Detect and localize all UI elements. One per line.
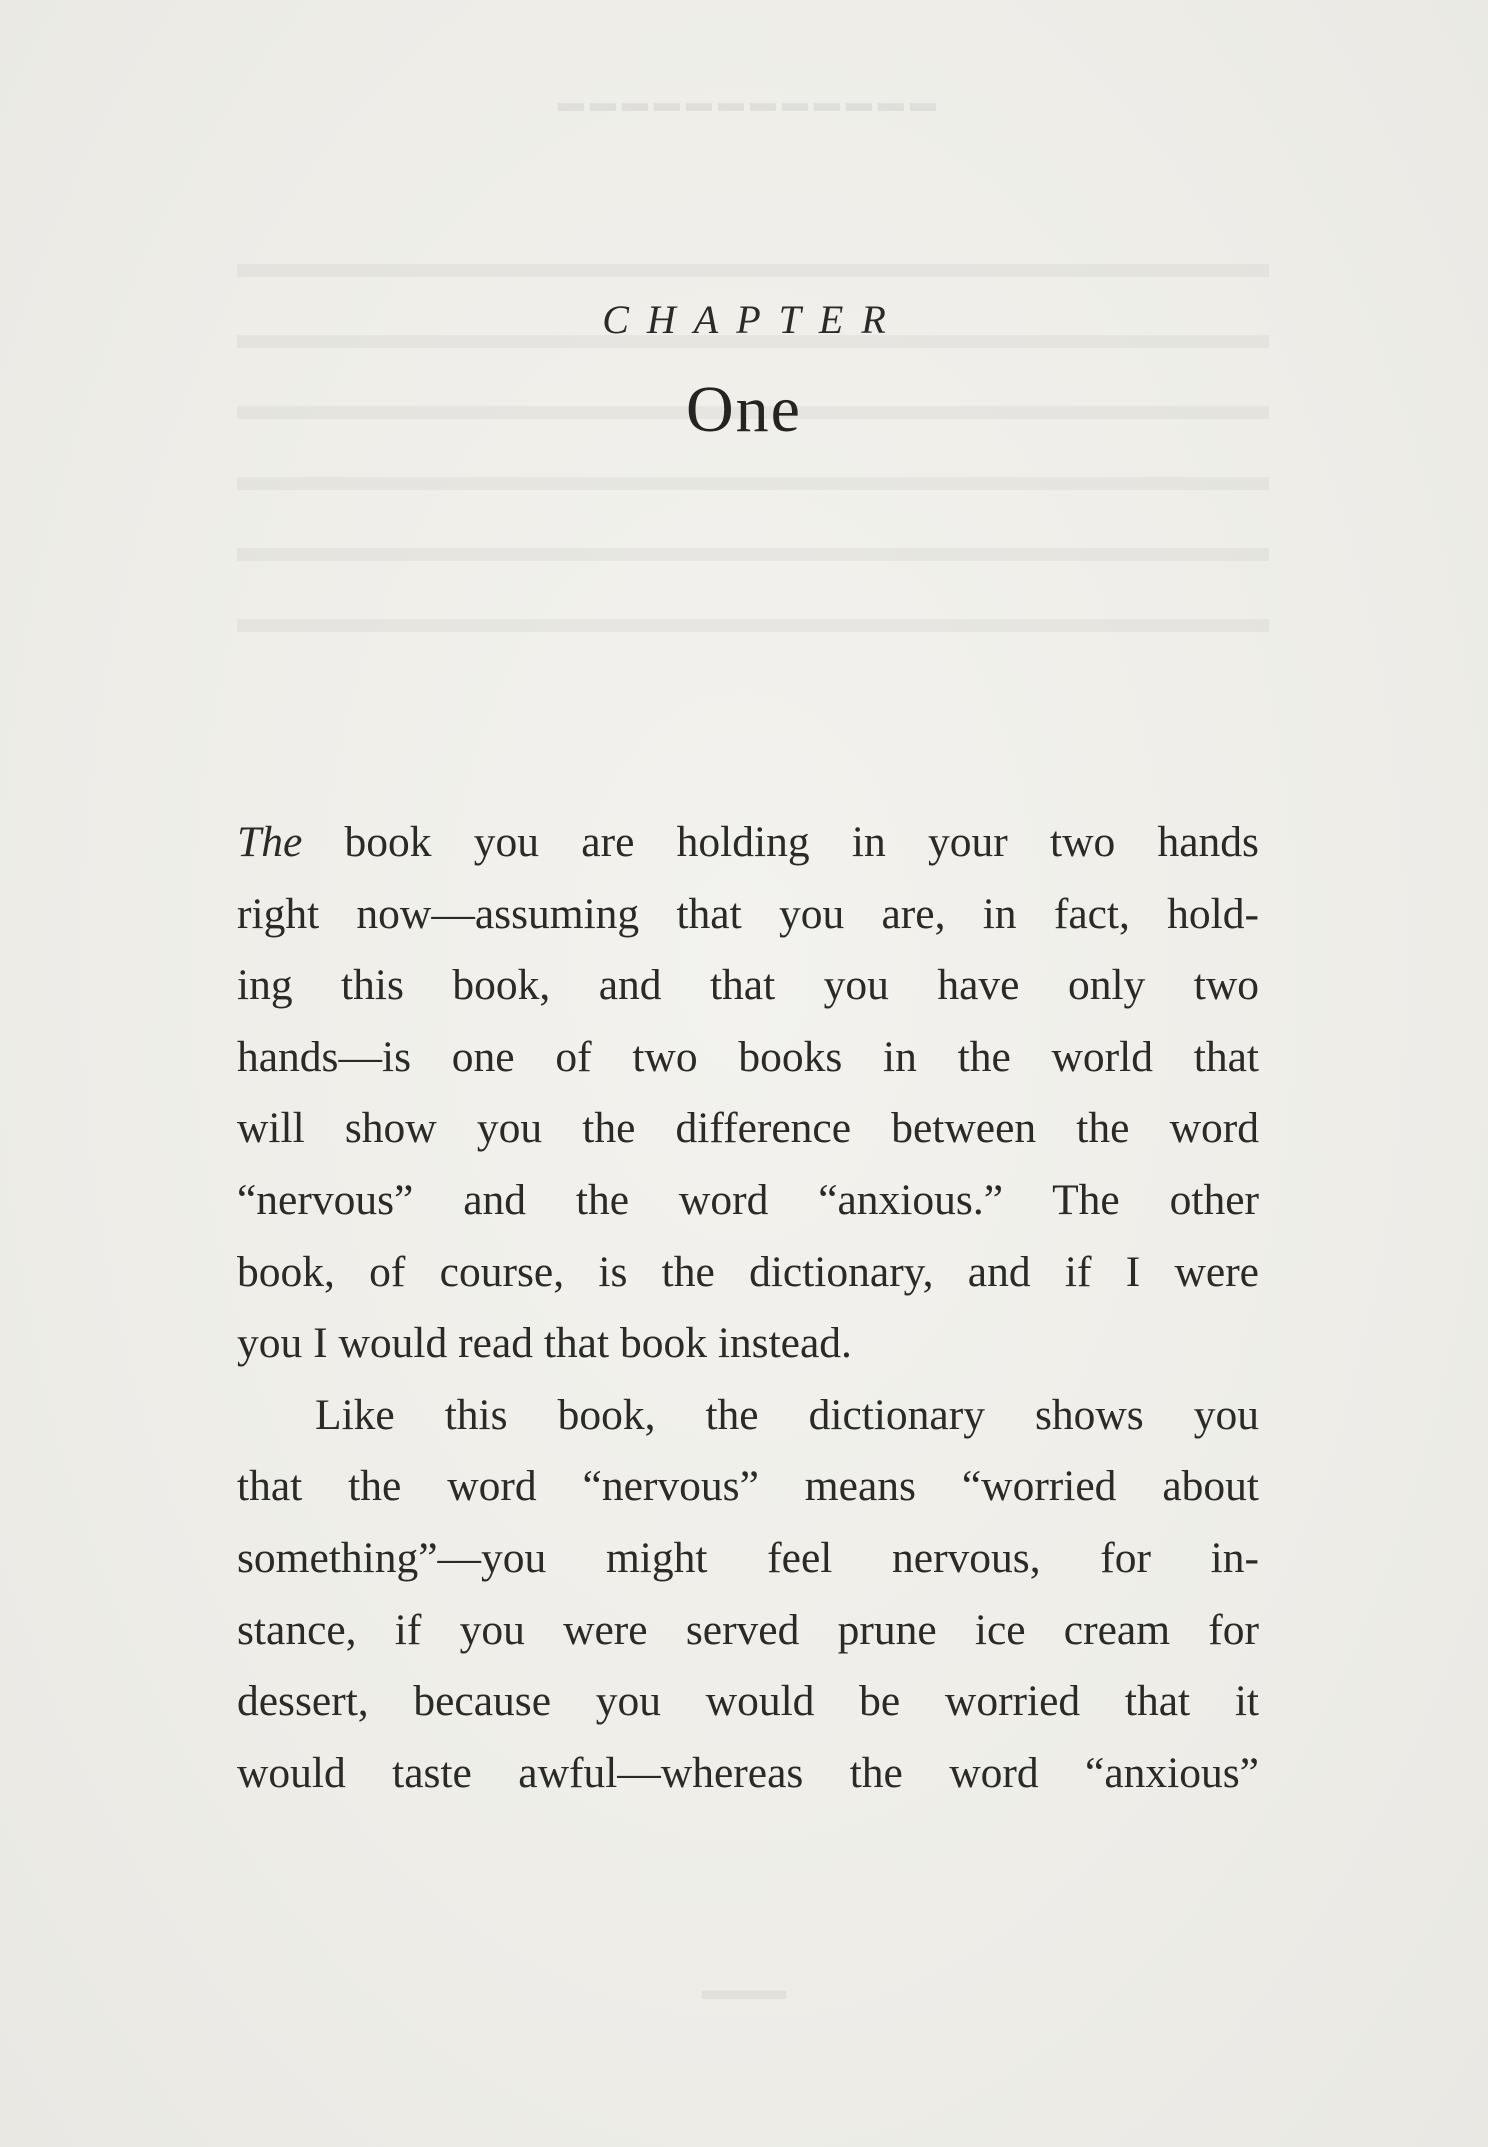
chapter-title: One xyxy=(686,373,802,446)
text-line-rest: book you are holding in your two hands xyxy=(302,818,1259,866)
chapter-body xyxy=(237,807,1259,1809)
text-line: Like this book, the dictionary shows you xyxy=(315,1390,1259,1439)
text-line: stance, if you were served prune ice cream for xyxy=(237,1605,1259,1654)
text-line xyxy=(237,807,1259,879)
text-line: you I would read that book instead. xyxy=(237,1319,852,1368)
text-line: that the word “nervous” means “worried about xyxy=(237,1462,1259,1511)
text-line: will show you the difference between the word xyxy=(237,1104,1259,1153)
text-line: “nervous” and the word “anxious.” The other xyxy=(237,1175,1259,1224)
bleed-through-folio: ▬▬▬ xyxy=(702,1975,786,2006)
text-line: book, of course, is the dictionary, and if I were xyxy=(237,1247,1259,1296)
text-line: dessert, because you would be worried that it xyxy=(237,1677,1259,1726)
bleed-through-header: ▬▬▬▬▬▬▬▬▬▬▬▬ xyxy=(552,88,936,117)
text-line: something”—you might feel nervous, for in- xyxy=(237,1533,1259,1582)
opening-word: The xyxy=(237,818,303,866)
text-line: hands—is one of two books in the world that xyxy=(237,1032,1259,1081)
chapter-label: CHAPTER xyxy=(602,297,904,342)
text-line: ing this book, and that you have only two xyxy=(237,961,1259,1010)
text-line: right now—assuming that you are, in fact, hold- xyxy=(237,889,1259,938)
text-line: would taste awful—whereas the word “anxious” xyxy=(237,1748,1259,1797)
